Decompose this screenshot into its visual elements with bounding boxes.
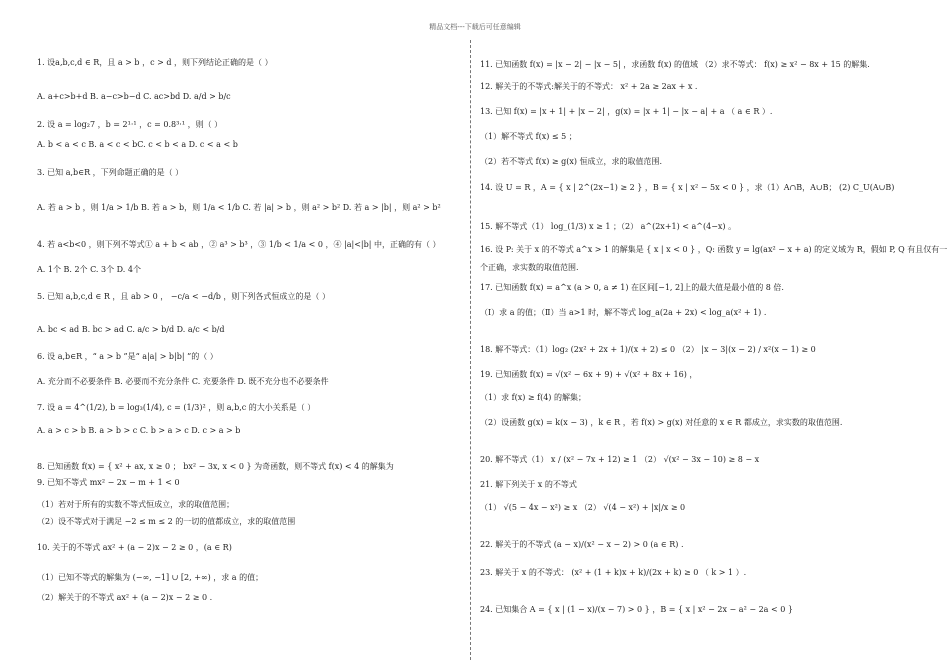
left-question-line: A. a+c>b+d B. a−c>b−d C. ac>bd D. a/d > b/c [37,92,231,101]
left-question-line: 6. 设 a,b∈R ，“ a > b ”是“ a|a| > b|b| ”的（ ） [37,352,218,361]
left-question-line: 10. 关于的不等式 ax² + (a − 2)x − 2 ≥ 0 ，(a ∈ R) [37,543,232,552]
right-question-line: 12. 解关于的不等式:解关于的不等式： x² + 2a ≥ 2ax + x . [480,82,698,91]
right-question-line: 22. 解关于的不等式 (a − x)/(x² − x − 2) > 0 (a ∈ R) . [480,540,684,549]
left-question-line: A. 若 a > b ，则 1/a > 1/b B. 若 a > b，则 1/a < 1/b C. 若 |a| > b ，则 a² > b² D. 若 a > |b| ，则 a² > b² [37,203,441,212]
page-header: 精品文档---下载后可任意编辑 [429,23,521,31]
right-question-line: （1） √(5 − 4x − x²) ≥ x （2） √(4 − x²) + |x|/x ≥ 0 [480,503,686,512]
right-question-line: （1）解不等式 f(x) ≤ 5 ； [480,132,577,141]
right-question-line: 19. 已知函数 f(x) = √(x² − 6x + 9) + √(x² + 8x + 16) ， [480,370,698,379]
left-question-line: 1. 设a,b,c,d ∈ R，且 a > b ，c > d ，则下列结论正确的是（ ） [37,58,273,67]
right-question-line: （Ⅰ）求 a 的值；（Ⅱ）当 a>1 时，解不等式 log_a(2a + 2x) < log_a(x² + 1) . [480,308,767,317]
left-question-line: A. 充分而不必要条件 B. 必要而不充分条件 C. 充要条件 D. 既不充分也不必要条件 [37,377,329,386]
left-question-line: 7. 设 a = 4^(1/2), b = log₃(1/4), c = (1/3)² ，则 a,b,c 的大小关系是（ ） [37,403,316,412]
column-divider [470,40,471,660]
left-question-line: A. 1个 B. 2个 C. 3个 D. 4个 [37,265,141,274]
right-question-line: 20. 解不等式（1） x / (x² − 7x + 12) ≥ 1 （2） √(x² − 3x − 10) ≥ 8 − x [480,455,760,464]
right-question-line: 个正确，求实数的取值范围. [480,263,579,272]
left-question-line: 3. 已知 a,b∈R ，下列命题正确的是（ ） [37,168,184,177]
right-question-line: （2）若不等式 f(x) ≥ g(x) 恒成立，求的取值范围. [480,157,663,166]
right-question-line: 16. 设 P: 关于 x 的不等式 a^x > 1 的解集是 { x | x < 0 } ，Q: 函数 y = lg(ax² − x + a) 的定义域为 R，假如 P, Q 有且仅有一 [480,245,948,254]
right-question-line: 21. 解下列关于 x 的不等式 [480,480,577,489]
right-question-line: （2）设函数 g(x) = k(x − 3) ，k ∈ R ，若 f(x) > g(x) 对任意的 x ∈ R 都成立，求实数的取值范围. [480,418,843,427]
right-question-line: 18. 解不等式：（1）log₂ (2x² + 2x + 1)/(x + 2) ≤ 0 （2） |x − 3|(x − 2) / x²(x − 1) ≥ 0 [480,345,816,354]
left-question-line: 9. 已知不等式 mx² − 2x − m + 1 < 0 [37,478,180,487]
left-question-line: （2）设不等式对于满足 −2 ≤ m ≤ 2 的一切的值都成立，求的取值范围 [37,517,296,526]
right-question-line: 17. 已知函数 f(x) = a^x (a > 0, a ≠ 1) 在区间[−1, 2]上的最大值是最小值的 8 倍. [480,283,784,292]
left-question-line: （1）若对于所有的实数不等式恒成立，求的取值范围； [37,500,235,509]
left-question-line: A. bc < ad B. bc > ad C. a/c > b/d D. a/c < b/d [37,325,225,334]
right-question-line: 14. 设 U = R ，A = { x | 2^(2x−1) ≥ 2 } ，B = { x | x² − 5x < 0 } ，求（1）A∩B，A∪B； (2) C_U(A∪B) [480,183,895,192]
left-question-line: 2. 设 a = log₂7 ，b = 2¹·¹ ，c = 0.8³·¹ ，则（ ） [37,120,223,129]
right-question-line: 23. 解关于 x 的不等式： (x² + (1 + k)x + k)/(2x + k) ≥ 0 （ k > 1 ）. [480,568,747,577]
right-question-line: （1）求 f(x) ≥ f(4) 的解集； [480,393,586,402]
left-question-line: 8. 已知函数 f(x) = { x² + ax, x ≥ 0 ； bx² − 3x, x < 0 } 为奇函数，则不等式 f(x) < 4 的解集为 [37,462,394,471]
left-question-line: 4. 若 a<b<0 ，则下列不等式① a + b < ab ，② a³ > b³ ，③ 1/b < 1/a < 0 ，④ |a|<|b| 中，正确的有（ ） [37,240,441,249]
left-question-line: A. a > c > b B. a > b > c C. b > a > c D. c > a > b [37,426,241,435]
left-question-line: （1）已知不等式的解集为 (−∞, −1] ∪ [2, +∞) ，求 a 的值； [37,573,264,582]
right-question-line: 15. 解不等式（1） log_(1/3) x ≥ 1 ；（2） a^(2x+1) < a^(4−x) 。 [480,222,737,231]
right-question-line: 11. 已知函数 f(x) = |x − 2| − |x − 5| ，求函数 f(x) 的值域 （2）求不等式： f(x) ≥ x² − 8x + 15 的解集. [480,60,870,69]
left-question-line: 5. 已知 a,b,c,d ∈ R ，且 ab > 0 ， −c/a < −d/b ，则下列各式恒成立的是（ ） [37,292,330,301]
left-question-line: （2）解关于的不等式 ax² + (a − 2)x − 2 ≥ 0 . [37,593,213,602]
left-question-line: A. b < a < c B. a < c < bC. c < b < a D. c < a < b [37,140,238,149]
right-question-line: 13. 已知 f(x) = |x + 1| + |x − 2| ，g(x) = |x + 1| − |x − a| + a （ a ∈ R ）. [480,107,773,116]
right-question-line: 24. 已知集合 A = { x | (1 − x)/(x − 7) > 0 } ，B = { x | x² − 2x − a² − 2a < 0 } [480,605,793,614]
